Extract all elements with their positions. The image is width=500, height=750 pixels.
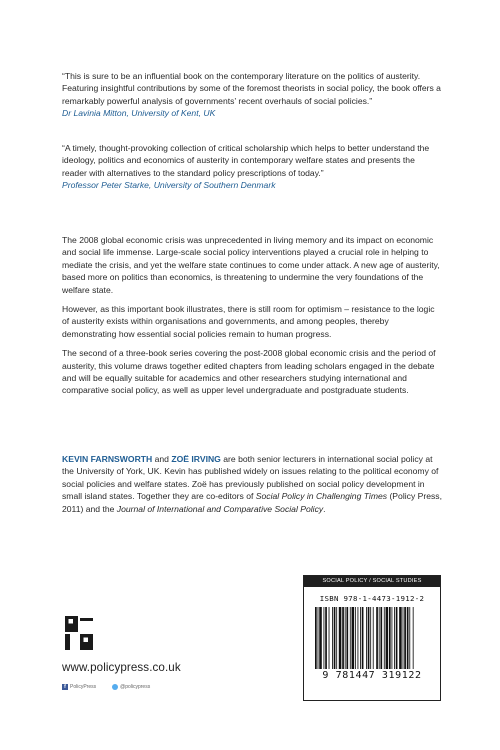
barcode-bar (366, 607, 367, 669)
barcode-bar (368, 607, 370, 669)
barcode-bar (394, 607, 395, 669)
barcode-bar (389, 607, 391, 669)
barcode-bar (358, 607, 359, 669)
barcode-bar (345, 607, 346, 669)
twitter-link[interactable] (112, 684, 150, 690)
facebook-link[interactable] (62, 684, 96, 690)
barcode-bars (313, 607, 431, 669)
barcode-bar (319, 607, 322, 669)
barcode-bar (350, 607, 351, 669)
barcode-bar (403, 607, 404, 669)
barcode-bar (409, 607, 410, 669)
endorsement-quote-1 (62, 70, 442, 120)
barcode-bar (384, 607, 385, 669)
barcode-bar (346, 607, 348, 669)
bio-text: are both senior lecturers in international social policy at the University of York, UK. Kevin has published widely on issues relating to the political economy of social policies and welfare states. Zoë has previously published on social policy development in small island states. Together they are co-editors of (62, 454, 439, 502)
quote-attribution: Professor Peter Starke, University of Southern Denmark (62, 180, 276, 191)
quote-attribution: Dr Lavinia Mitton, University of Kent, UK (62, 108, 216, 119)
twitter-handle: @policypress (120, 684, 151, 690)
barcode-bar (404, 607, 406, 669)
policy-press-logo (63, 614, 95, 652)
barcode-bar (380, 607, 382, 669)
barcode-bar (392, 607, 393, 669)
barcode-bar (332, 607, 333, 669)
barcode-bar (370, 607, 371, 669)
barcode-digits: 9 781447 319122 (322, 670, 422, 681)
book-description (62, 234, 442, 404)
barcode-bar (352, 607, 355, 669)
barcode-bar (329, 607, 330, 669)
quote-text: “A timely, thought-provoking collection of critical scholarship which helps to better understand the ideology, politics and economics of austerity in contemporary welfare states and presents the reader with alternatives to the standard policy prescriptions of today.” (62, 143, 430, 178)
barcode-bar (336, 607, 337, 669)
publisher-website[interactable]: www.policypress.co.uk (62, 661, 181, 674)
description-paragraph: The second of a three-book series covering the post-2008 global economic crisis and the period of austerity, this volume draws together edited chapters from leading scholars engaged in the debate and will be equally suitable for academics and other researchers studying international and comparative social policy, as well as upper level undergraduate and postgraduate students. (62, 348, 436, 396)
barcode-bar (386, 607, 389, 669)
twitter-icon (112, 684, 118, 690)
barcode-bar (360, 607, 361, 669)
barcode-bar (318, 607, 319, 669)
barcode-bar (379, 607, 380, 669)
author-conjunction: and (152, 454, 172, 464)
author-name-1: KEVIN FARNSWORTH (62, 454, 153, 464)
endorsement-quote-2 (62, 142, 442, 192)
bio-text: (Policy Press, 2011) and the (62, 491, 442, 514)
barcode-bar (413, 607, 414, 669)
description-paragraph: The 2008 global economic crisis was unprecedented in living memory and its impact on economic and social life immense. Large-scale social policy interventions played a crucial role in helping to mediate the crisis, and yet the welfare state continues to come under attack. A new age of austerity, based more on politics than economics, is threatening to undermine the very foundations of the welfare state. (62, 235, 440, 295)
barcode-bar (334, 607, 336, 669)
barcode-bar (407, 607, 409, 669)
barcode-bar (373, 607, 374, 669)
barcode-bar (362, 607, 364, 669)
barcode-bar (355, 607, 356, 669)
isbn-label: ISBN 978-1-4473-1912-2 (319, 594, 425, 603)
social-links (62, 684, 150, 690)
subject-category: SOCIAL POLICY / SOCIAL STUDIES (304, 576, 440, 587)
facebook-handle: PolicyPress (70, 684, 97, 690)
barcode-bar (325, 607, 327, 669)
bio-text: . (323, 503, 326, 514)
description-paragraph: However, as this important book illustrates, there is still room for optimism – resistance to the logic of austerity exists within organisations and governments, and among peoples, thereby demonstrating how essential social policies remain to human progress. (62, 304, 435, 339)
barcode-bar (399, 607, 402, 669)
barcode-bar (396, 607, 398, 669)
journal-title: Journal of International and Comparative Social Policy (116, 503, 324, 514)
author-bio (62, 453, 442, 515)
book-title: Social Policy in Challenging Times (255, 491, 388, 502)
author-name-2: ZOË IRVING (171, 454, 221, 464)
barcode-box (303, 575, 441, 701)
barcode-bar (324, 607, 325, 669)
quote-text: “This is sure to be an influential book on the contemporary literature on the politics of austerity. Featuring insightful contributions by some of the foremost theorists in social policy, the book offers a remarkably powerful analysis of governments’ recent overhauls of social policies.” (62, 71, 441, 106)
barcode-bar (376, 607, 378, 669)
facebook-icon: f (62, 684, 68, 690)
barcode-bar (339, 607, 342, 669)
barcode-bar (315, 607, 317, 669)
barcode-bar (342, 607, 344, 669)
